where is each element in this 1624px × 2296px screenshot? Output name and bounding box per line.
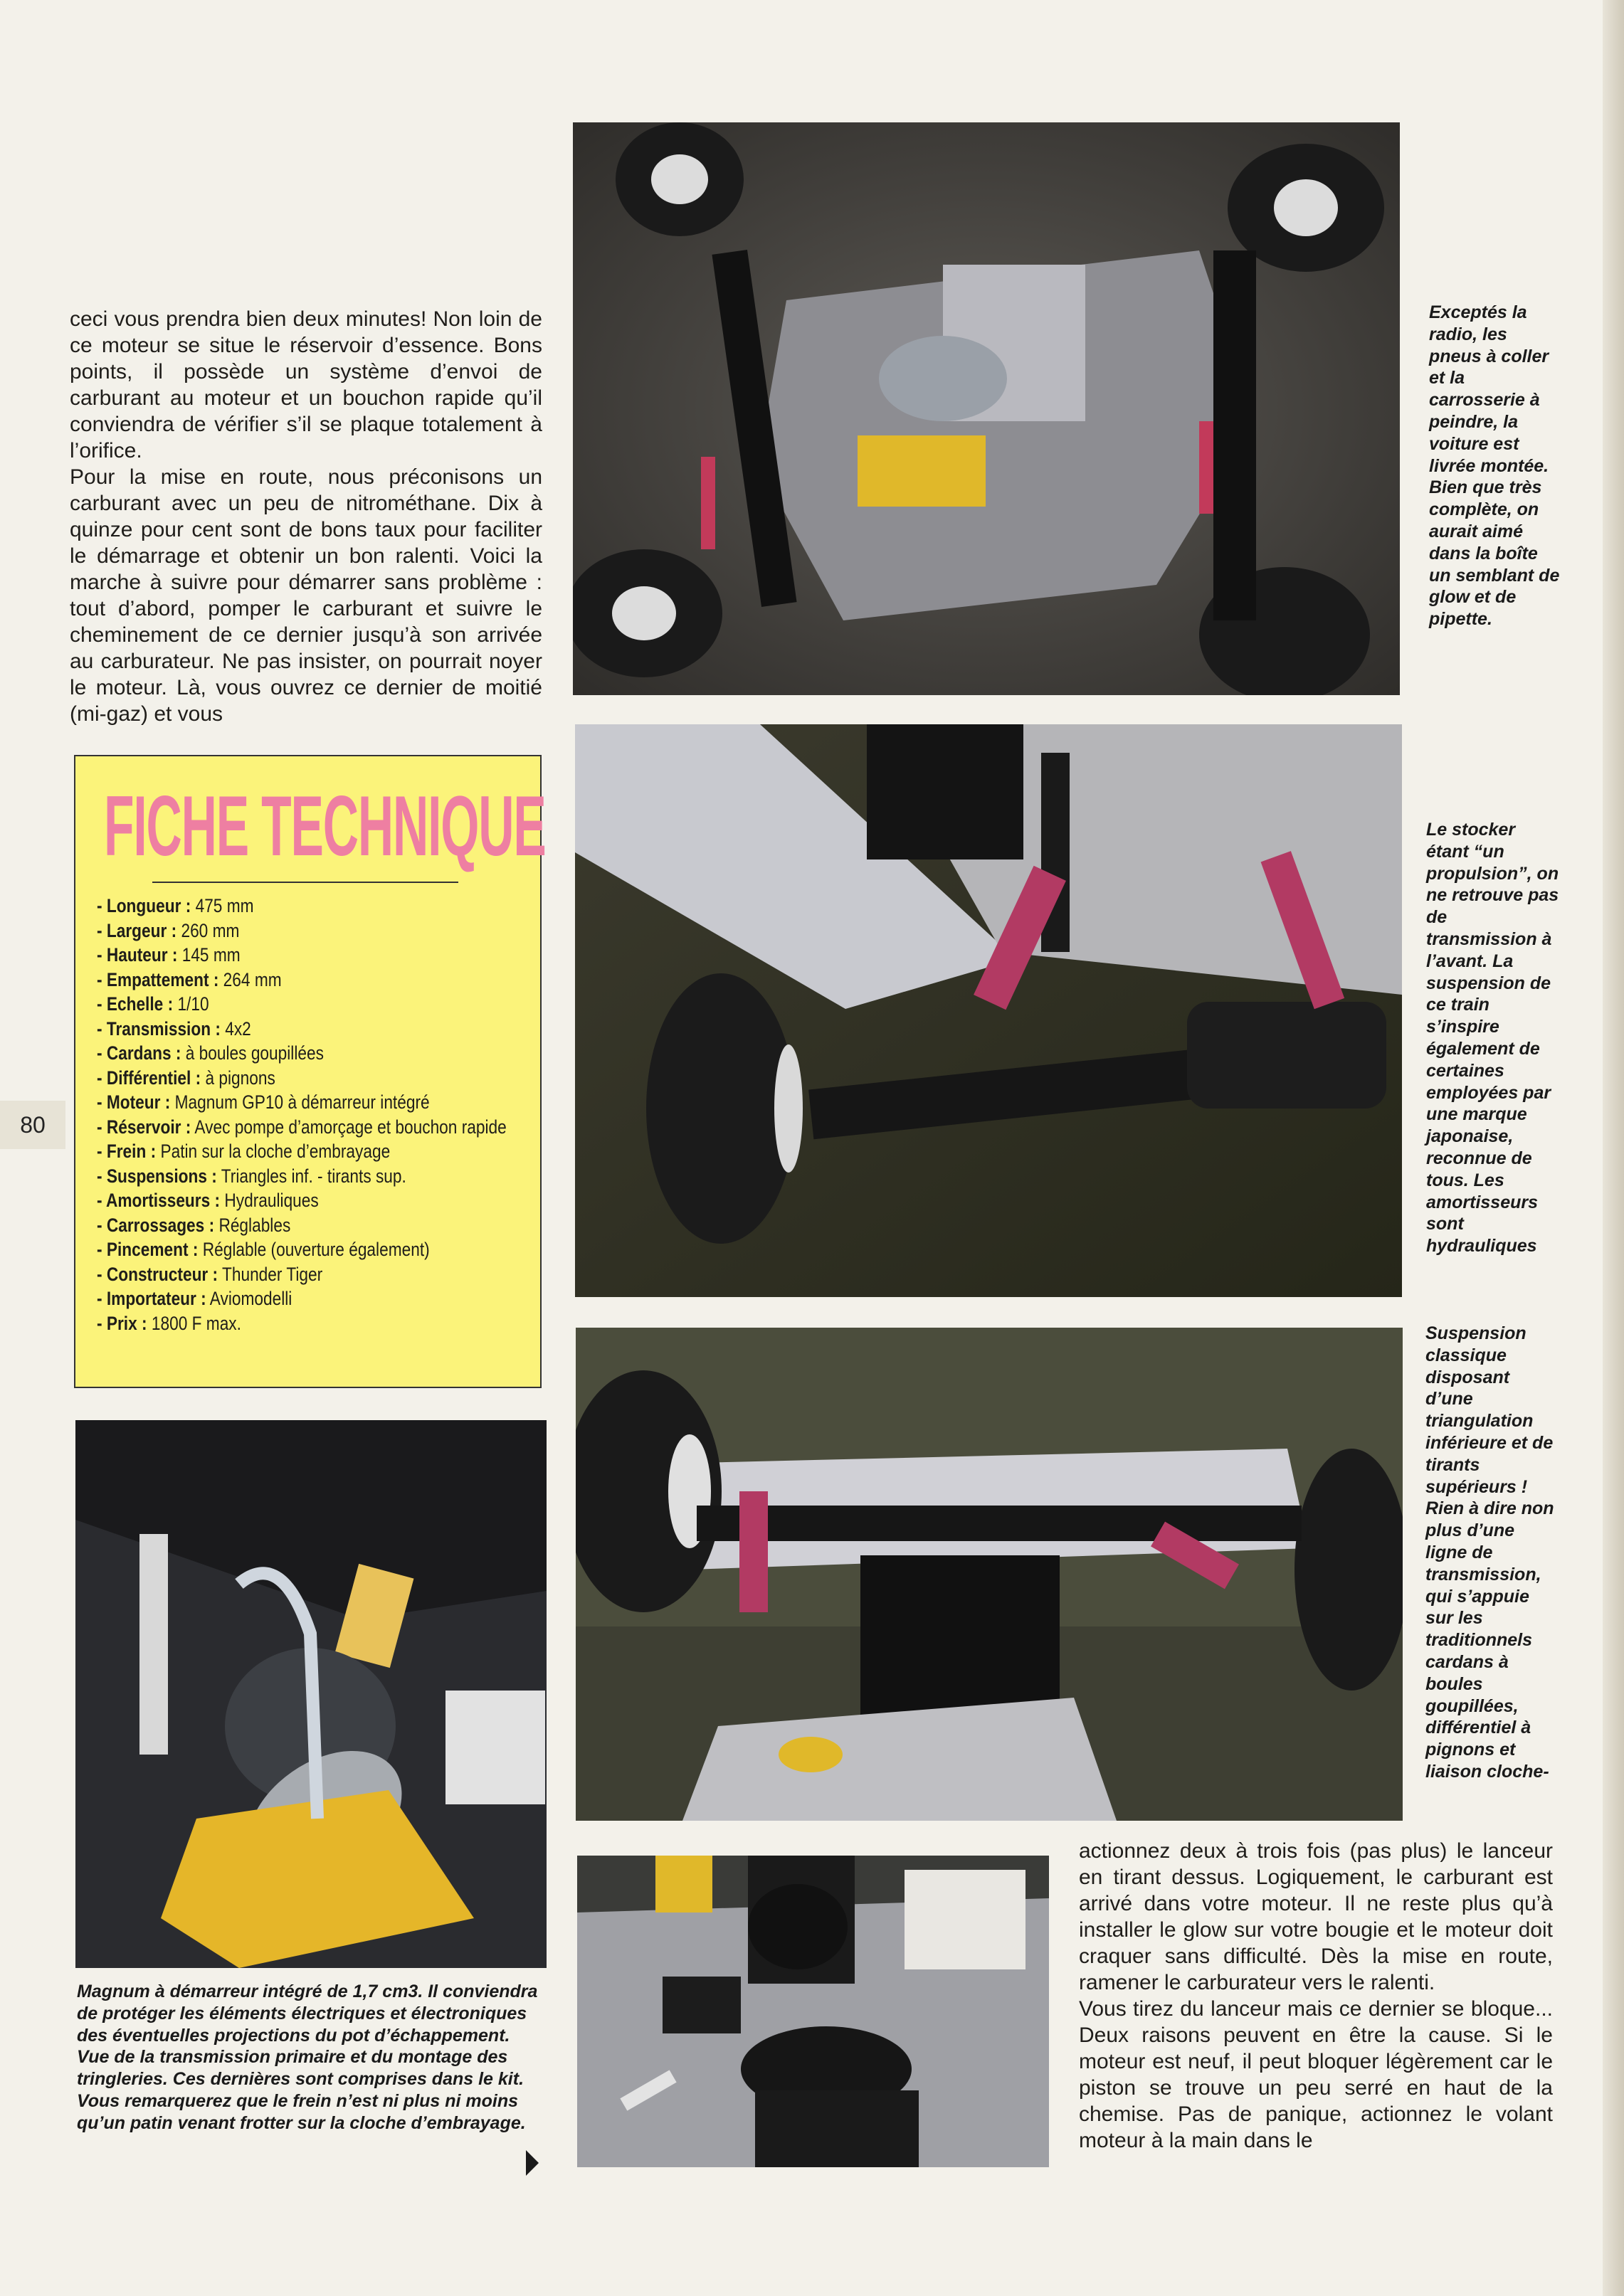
intro-paragraph-2: Pour la mise en route, nous préconisons un carburant avec un peu de nitrométhane. Dix à quinze pour cent sont de bons taux pour faciliter le démarrage et obtenir un bon ralenti. Voici la marche à suivre pour démarrer sans problème : tout d’abord, pomper le carburant et suivre le cheminement de ce dernier jusqu’à son arrivée au carburateur. Ne pas insister, on pourrait noyer le moteur. Là, vous ouvrez ce dernier de moitié (mi-gaz) et vous	[70, 465, 542, 726]
fiche-item: - Cardans : à boules goupillées	[97, 1042, 324, 1064]
caption-photo3: Suspension classique disposant d’une triangulation inférieure et de tirants supérieurs ! Rien à dire non plus d’une ligne de transmission, qui s’appuie sur les traditionnels cardans à boules goupillées, différentiel à pignons et liaison cloche-	[1425, 1323, 1554, 1782]
photo-engine	[75, 1420, 547, 1968]
caption-engine	[77, 1981, 547, 2134]
fiche-item: - Echelle : 1/10	[97, 993, 209, 1015]
intro-text	[70, 306, 542, 727]
fiche-item: - Longueur : 475 mm	[97, 895, 254, 916]
page-number: 80	[0, 1101, 65, 1149]
fiche-item: - Largeur : 260 mm	[97, 919, 240, 941]
photo-chassis-overview	[573, 122, 1400, 695]
photo-transmission	[577, 1856, 1049, 2167]
fiche-item: - Moteur : Magnum GP10 à démarreur intégré	[97, 1091, 430, 1113]
fiche-item: - Transmission : 4x2	[97, 1017, 251, 1039]
fiche-item: - Empattement : 264 mm	[97, 968, 282, 990]
intro-paragraph-1: ceci vous prendra bien deux minutes! Non loin de ce moteur se situe le réservoir d’essence. Bons points, il possède un système d’envoi de carburant au moteur et un bouchon rapide qu’il conviendra de vérifier s’il se plaque totalement à l’orifice.	[70, 307, 542, 462]
fiche-item: - Pincement : Réglable (ouverture également)	[97, 1239, 430, 1260]
continue-arrow-icon	[524, 2149, 540, 2177]
page-edge	[1603, 0, 1624, 2296]
fiche-item: - Prix : 1800 F max.	[97, 1312, 241, 1334]
fiche-title: FICHE TECHNIQUE	[104, 778, 546, 874]
outro-paragraph-2: Vous tirez du lanceur mais ce dernier se bloque... Deux raisons peuvent en être la cause. Si le moteur est neuf, il peut bloquer légèrement car le piston se trouve un peu serré en haut de la chemise. Pas de panique, actionnez le volant moteur à la main dans le	[1079, 1997, 1553, 2152]
fiche-item: - Frein : Patin sur la cloche d’embrayage	[97, 1141, 391, 1162]
fiche-item: - Importateur : Aviomodelli	[97, 1288, 292, 1309]
photo-rear-suspension	[576, 1328, 1403, 1821]
fiche-item: - Constructeur : Thunder Tiger	[97, 1263, 323, 1285]
photo-front-suspension	[575, 724, 1402, 1297]
caption-photo1: Exceptés la radio, les pneus à coller et la carrosserie à peindre, la voiture est livrée montée. Bien que très complète, on aurait aimé dans la boîte un semblant de glow et de pipette.	[1429, 302, 1560, 630]
fiche-divider	[152, 882, 458, 883]
fiche-technique-box	[74, 755, 546, 1388]
fiche-item: - Suspensions : Triangles inf. - tirants sup.	[97, 1165, 406, 1187]
fiche-item: - Amortisseurs : Hydrauliques	[97, 1190, 319, 1211]
fiche-item: - Carrossages : Réglables	[97, 1214, 291, 1236]
outro-paragraph-1: actionnez deux à trois fois (pas plus) le lanceur en tirant dessus. Logiquement, le carburant est arrivé dans votre moteur. Il ne reste plus qu’à installer le glow sur votre bougie et le moteur doit craquer sans difficulté. Dès la mise en route, ramener le carburateur vers le ralenti.	[1079, 1839, 1553, 1994]
fiche-list	[97, 894, 524, 1335]
caption-photo2: Le stocker étant “un propulsion”, on ne retrouve pas de transmission à l’avant. La suspension de ce train s’inspire également de certaines employées par une marque japonaise, reconnue de tous. Les amortisseurs sont hydrauliques	[1426, 820, 1559, 1257]
fiche-item: - Différentiel : à pignons	[97, 1067, 275, 1089]
caption-engine-text: Magnum à démarreur intégré de 1,7 cm3. Il conviendra de protéger les éléments électriques et électroniques des éventuelles projections du pot d’échappement. Vue de la transmission primaire et du montage des tringleries. Ces dernières sont comprises dans le kit. Vous remarquerez que le frein n’est ni plus ni moins qu’un patin venant frotter sur la cloche d’embrayage.	[77, 1982, 538, 2133]
outro-text	[1079, 1838, 1553, 2154]
fiche-item: - Réservoir : Avec pompe d’amorçage et bouchon rapide	[97, 1116, 507, 1138]
fiche-item: - Hauteur : 145 mm	[97, 944, 241, 966]
